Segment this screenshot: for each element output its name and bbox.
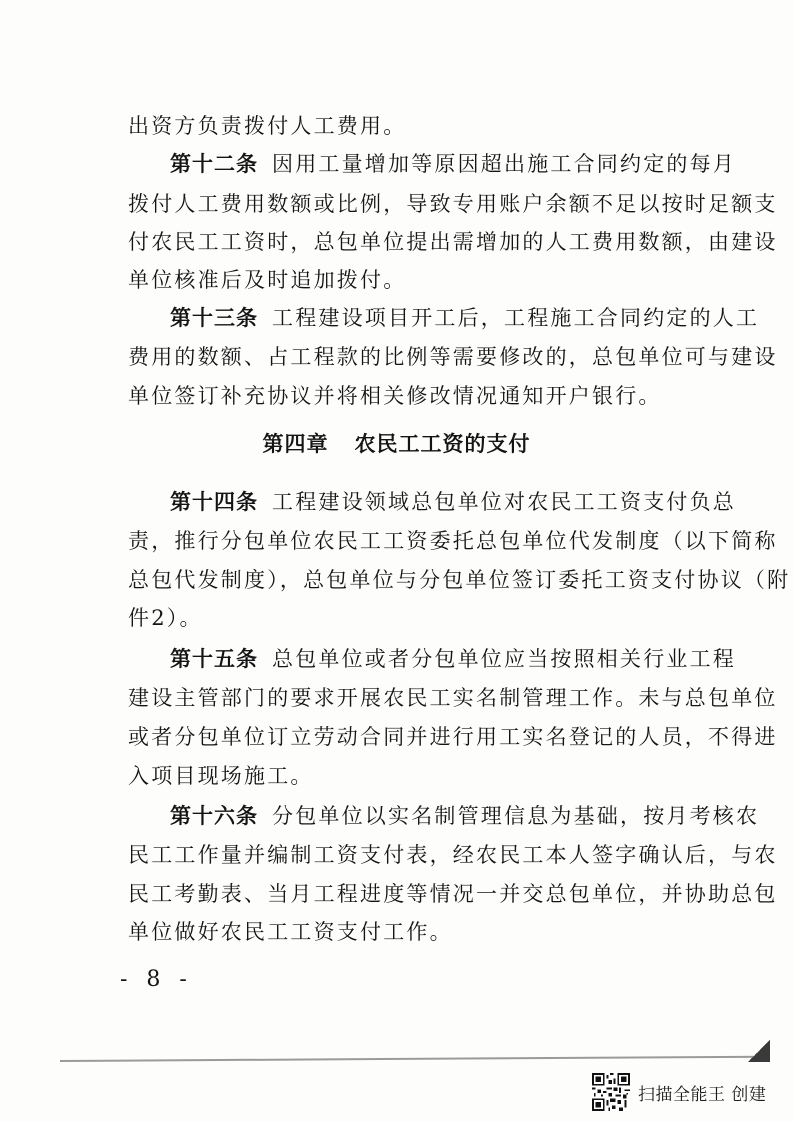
article-12-first-line: 第十二条 因用工量增加等原因超出施工合同约定的每月 xyxy=(170,152,736,176)
text-line: 付农民工工资时，总包单位提出需增加的人工费用数额，由建设 xyxy=(128,230,778,254)
text-line: 建设主管部门的要求开展农民工实名制管理工作。未与总包单位 xyxy=(128,686,778,710)
text-line: 单位核准后及时追加拨付。 xyxy=(128,268,407,292)
article-13-first-line: 第十三条 工程建设项目开工后，工程施工合同约定的人工 xyxy=(170,306,760,330)
scan-corner-mark xyxy=(748,1040,770,1062)
watermark-text: 扫描全能王 创建 xyxy=(638,1084,767,1105)
text-line: 民工考勤表、当月工程进度等情况一并交总包单位，并协助总包 xyxy=(128,882,778,906)
chapter-heading xyxy=(0,430,793,458)
text-line: 总包代发制度），总包单位与分包单位签订委托工资支付协议（附 xyxy=(128,568,791,592)
article-14-heading: 第十四条 xyxy=(170,490,258,514)
text-line: 单位做好农民工工资支付工作。 xyxy=(128,920,453,944)
article-14-first-line: 第十四条 工程建设领域总包单位对农民工工资支付负总 xyxy=(170,490,736,514)
text-line: 或者分包单位订立劳动合同并进行用工实名登记的人员，不得进 xyxy=(128,725,778,749)
text-line: 责，推行分包单位农民工工资委托总包单位代发制度（以下简称 xyxy=(128,529,778,553)
article-16-first-line: 第十六条 分包单位以实名制管理信息为基础，按月考核农 xyxy=(170,804,760,828)
article-15-heading: 第十五条 xyxy=(170,647,258,671)
article-13-heading: 第十三条 xyxy=(170,306,258,330)
article-16-heading: 第十六条 xyxy=(170,804,258,828)
text-line: 出资方负责拨付人工费用。 xyxy=(128,114,407,138)
article-15-first-line: 第十五条 总包单位或者分包单位应当按照相关行业工程 xyxy=(170,647,736,671)
scan-edge-line xyxy=(60,1056,770,1062)
text-line: 民工工作量并编制工资支付表，经农民工本人签字确认后，与农 xyxy=(128,843,778,867)
qr-code-icon xyxy=(592,1073,630,1111)
article-12-heading: 第十二条 xyxy=(170,152,258,176)
text-line: 入项目现场施工。 xyxy=(128,764,314,788)
chapter-number: 第四章 xyxy=(262,432,329,456)
scanner-watermark xyxy=(592,1072,766,1112)
text-line: 费用的数额、占工程款的比例等需要修改的，总包单位可与建设 xyxy=(128,345,778,369)
text-line: 件2）。 xyxy=(128,606,203,630)
chapter-title: 农民工工资的支付 xyxy=(354,432,531,456)
page-number: - 8 - xyxy=(120,967,193,992)
text-line: 单位签订补充协议并将相关修改情况通知开户银行。 xyxy=(128,384,662,408)
text-line: 拨付人工费用数额或比例，导致专用账户余额不足以按时足额支 xyxy=(128,192,778,216)
